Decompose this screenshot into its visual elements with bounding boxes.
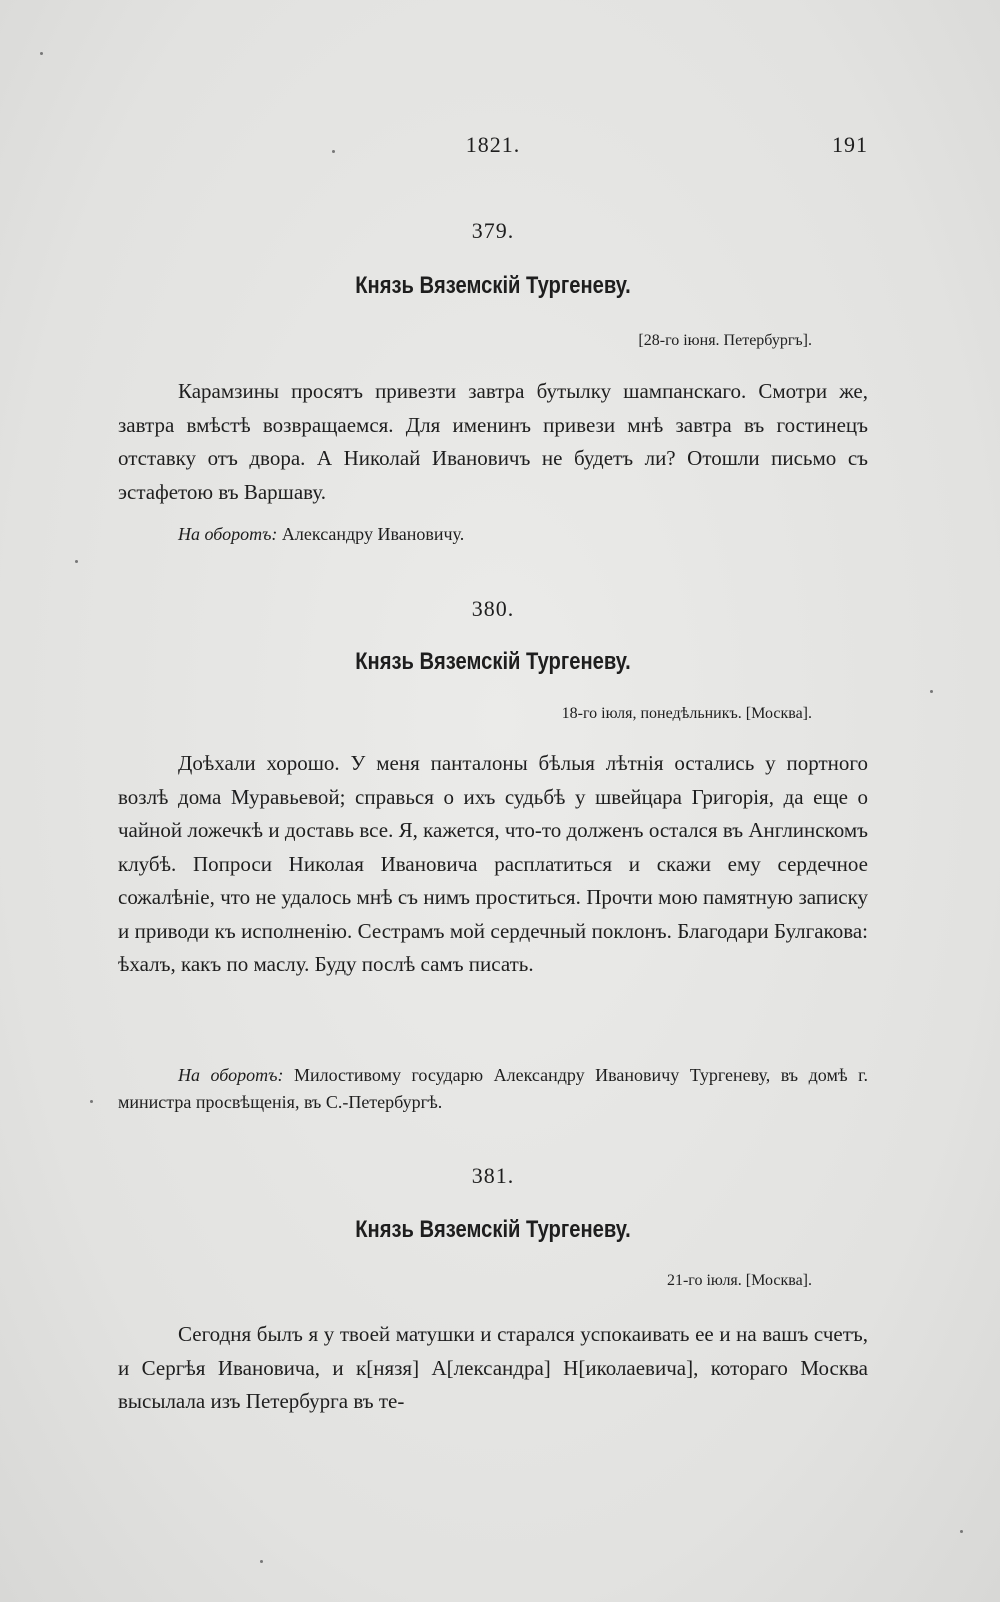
letter-dateline-381: 21-го іюля. [Москва]. [666, 1272, 812, 1289]
scan-speck [332, 150, 335, 153]
letter-body-381: Сегодня былъ я у твоей матушки и старался успокаивать ее и на вашъ счетъ, и Сергѣя Ивановича, и к[нязя] А[лександра] Н[иколаевича], котораго Москва высылала изъ Петербурга въ те- [118, 1322, 868, 1413]
scan-speck [90, 1100, 93, 1103]
letter-address-379 [118, 521, 868, 548]
letter-address-380 [118, 1062, 868, 1116]
letter-heading-381: Князь Вяземскій Тургеневу. [355, 1216, 631, 1243]
page-number: 191 [832, 132, 868, 157]
running-head-year: 1821. [465, 132, 521, 157]
address-label: На оборотъ: [178, 524, 278, 544]
scan-speck [40, 52, 43, 55]
scan-speck [930, 690, 933, 693]
running-head [118, 132, 868, 166]
letter-number-380: 380. [471, 596, 515, 621]
scan-speck [960, 1530, 963, 1533]
letter-heading-380: Князь Вяземскій Тургеневу. [355, 648, 631, 675]
scan-speck [260, 1560, 263, 1563]
letter-number-381: 381. [471, 1163, 515, 1188]
letter-body-380: Доѣхали хорошо. У меня панталоны бѣлыя лѣтнія остались у портного возлѣ дома Муравьевой; справься о ихъ судьбѣ у швейцара Григорія, да еще о чайной ложечкѣ и доставь все. Я, кажется, что-то долженъ остался въ Англинскомъ клубѣ. Попроси Николая Ивановича расплатиться и скажи ему сердечное сожалѣніе, что не удалось мнѣ съ нимъ проститься. Прочти мою памятную записку и приводи къ исполненію. Сестрамъ мой сердечный поклонъ. Благодари Булгакова: ѣхалъ, какъ по маслу. Буду послѣ самъ писать. [118, 751, 868, 976]
address-text: Милостивому государю Александру Ивановичу Тургеневу, въ домѣ г. министра просвѣщенія, въ С.-Петербургѣ. [118, 1065, 868, 1112]
letter-heading-379: Князь Вяземскій Тургеневу. [355, 272, 631, 299]
letter-number-379: 379. [471, 218, 515, 243]
letter-body-379: Карамзины просятъ привезти завтра бутылку шампанскаго. Смотри же, завтра вмѣстѣ возвращаемся. Для именинъ привези мнѣ завтра въ гостинецъ отставку отъ двора. А Николай Ивановичъ не будетъ ли? Отошли письмо съ эстафетою въ Варшаву. [118, 379, 868, 504]
scan-speck [75, 560, 78, 563]
address-label: На оборотъ: [178, 1065, 284, 1085]
letter-dateline-380: 18-го іюля, понедѣльникъ. [Москва]. [561, 705, 812, 722]
letter-dateline-379: [28-го іюня. Петербургъ]. [638, 332, 812, 349]
address-text: Александру Ивановичу. [281, 524, 465, 544]
